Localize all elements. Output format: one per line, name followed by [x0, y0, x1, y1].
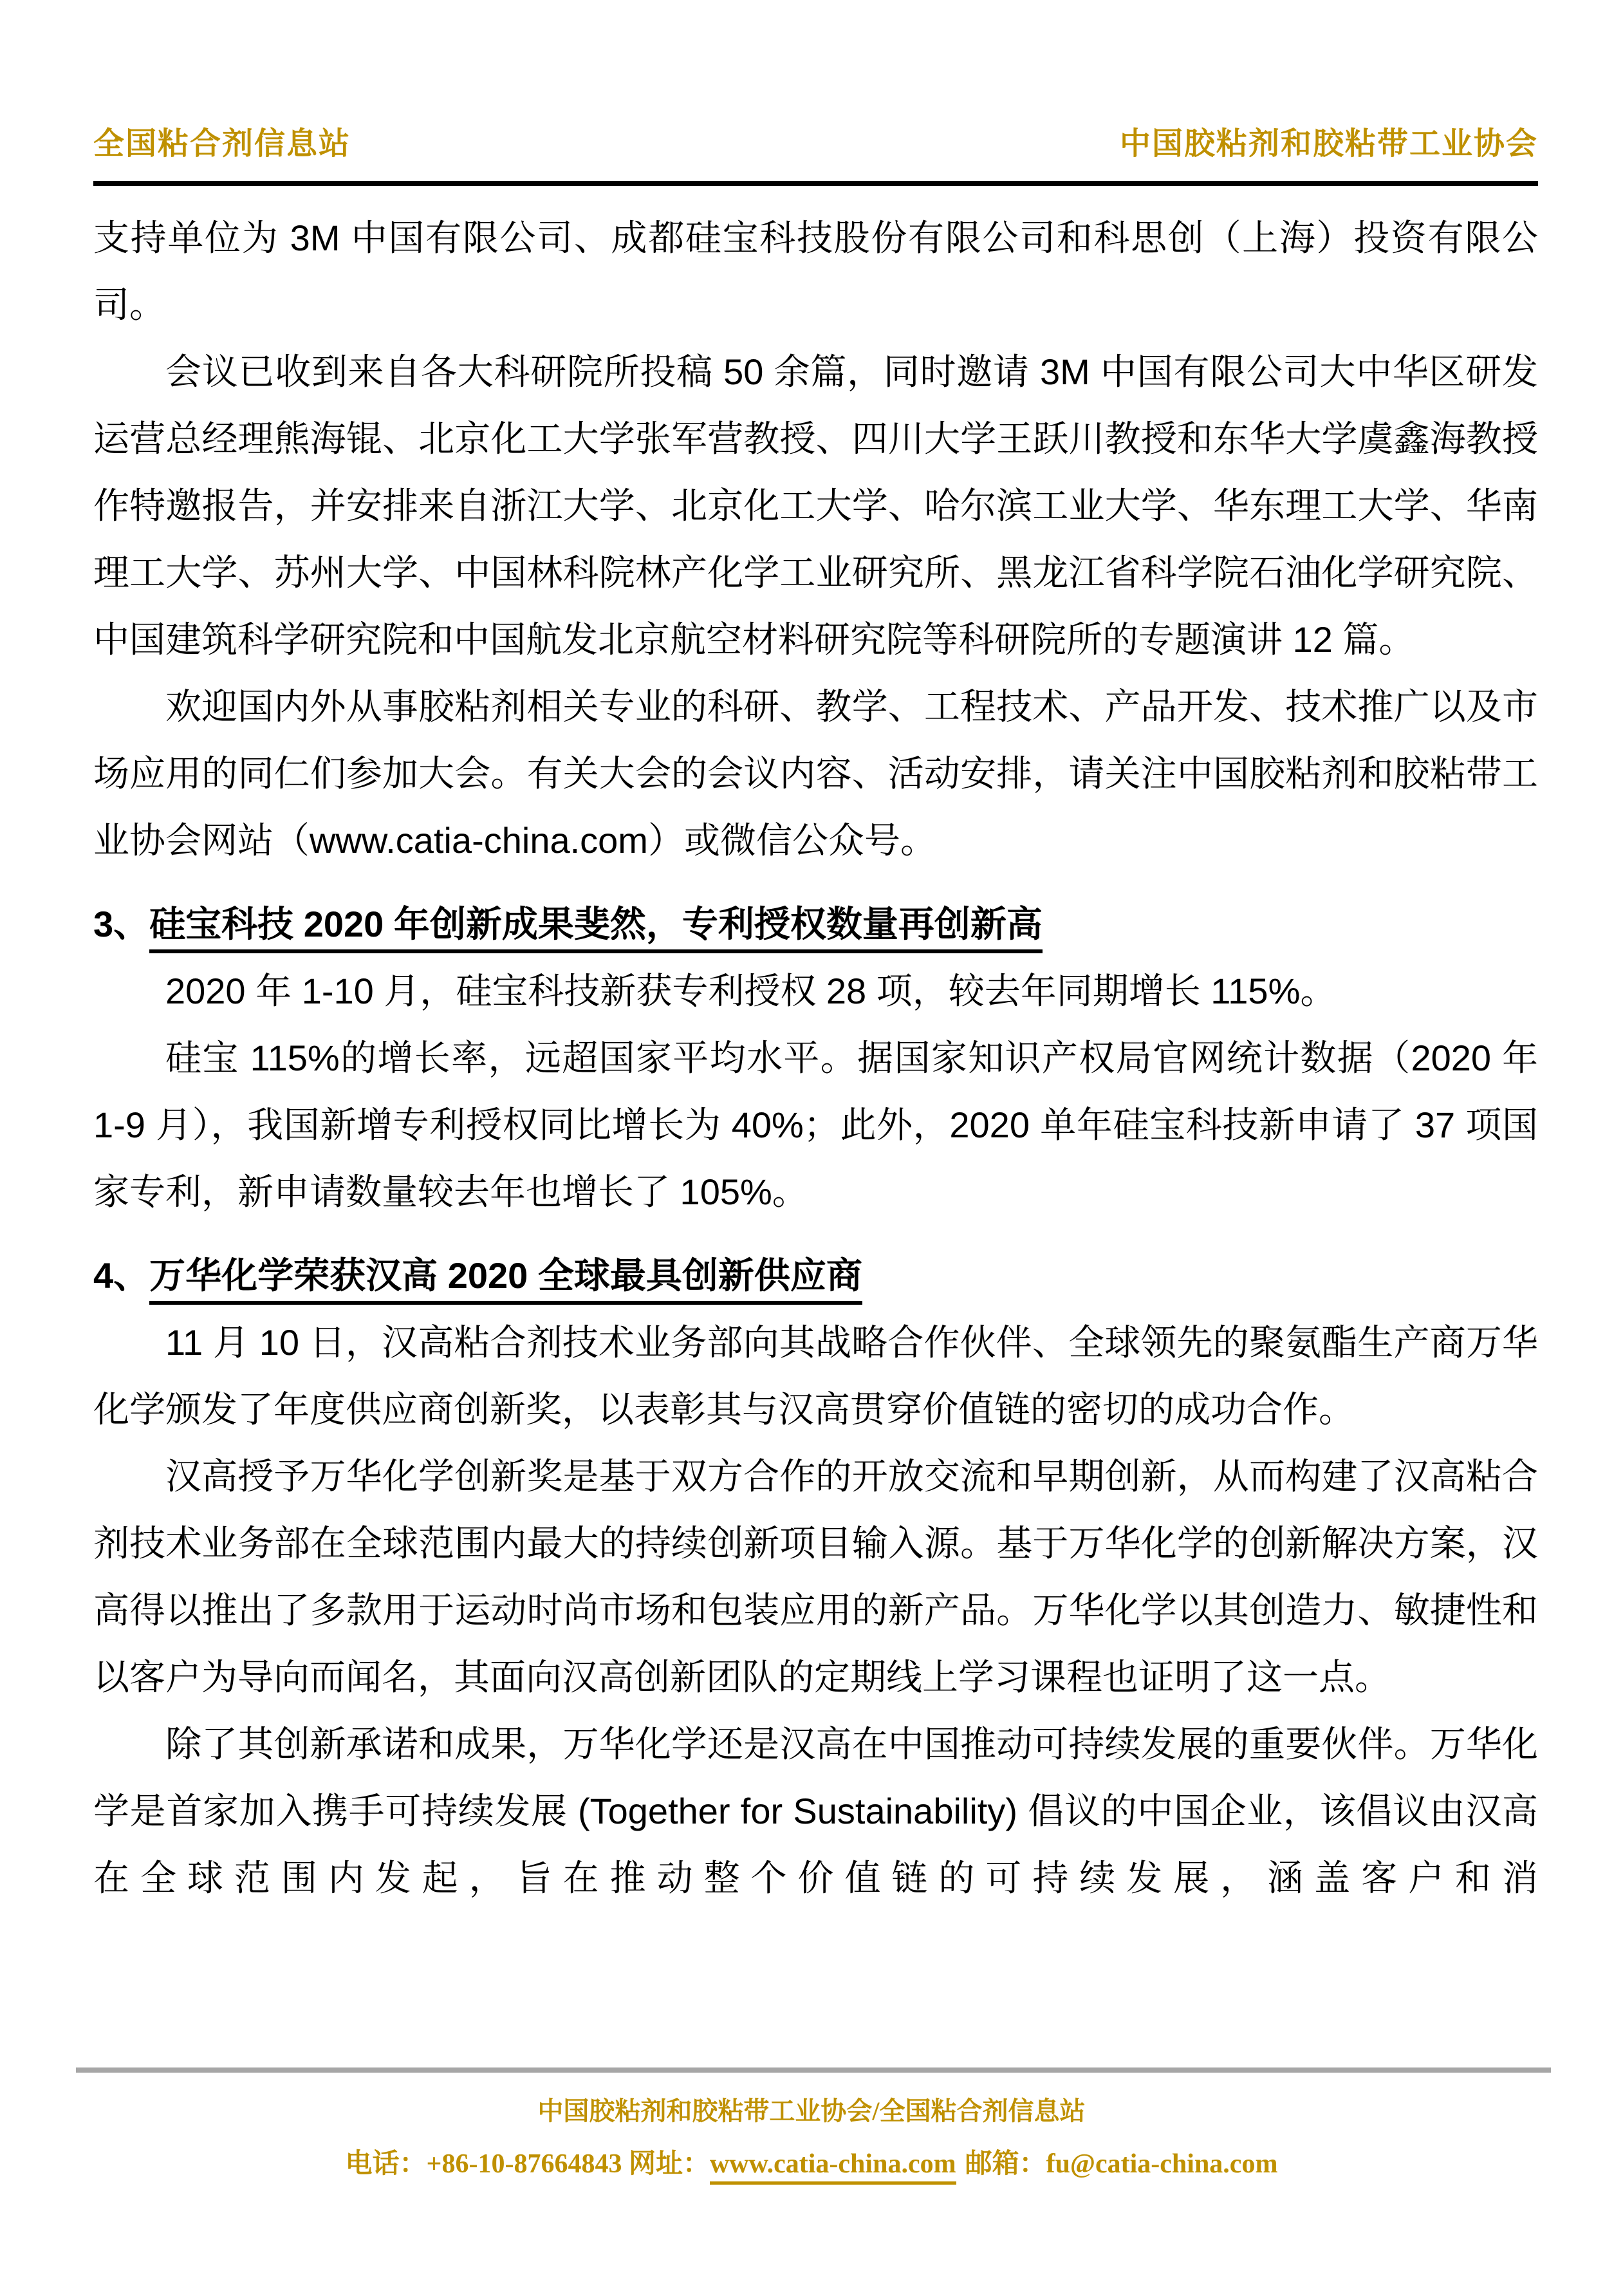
section-4-number: 4、: [93, 1255, 150, 1296]
paragraph-section4-sustainability: 除了其创新承诺和成果，万华化学还是汉高在中国推动可持续发展的重要伙伴。万华化学是首家加入携手可持续发展 (Together for Sustainability) 倡议的中国企业，该倡议由汉高在全球范围内发起，旨在推动整个价值链的可持续发展，涵盖客户和消: [93, 1724, 1538, 1898]
footer-email: 邮箱：fu@catia-china.com: [965, 2149, 1278, 2179]
footer-phone-web-label: 电话：+86-10-87664843 网址：: [345, 2149, 710, 2179]
paragraph-welcome-notice: 欢迎国内外从事胶粘剂相关专业的科研、教学、工程技术、产品开发、技术推广以及市场应用的同仁们参加大会。有关大会的会议内容、活动安排，请关注中国胶粘剂和胶粘带工业协会网站（www.catia-china.com）或微信公众号。: [93, 686, 1538, 861]
paragraph-conference-papers: 会议已收到来自各大科研院所投稿 50 余篇，同时邀请 3M 中国有限公司大中华区研发运营总经理熊海锟、北京化工大学张军营教授、四川大学王跃川教授和东华大学虞鑫海教授作特邀报告，并安排来自浙江大学、北京化工大学、哈尔滨工业大学、华东理工大学、华南理工大学、苏州大学、中国林科院林产化学工业研究所、黑龙江省科学院石油化学研究院、中国建筑科学研究院和中国航发北京航空材料研究院等科研院所的专题演讲 12 篇。: [93, 351, 1538, 660]
header-divider: [93, 181, 1538, 186]
paragraph-section3-growth: 硅宝 115%的增长率，远超国家平均水平。据国家知识产权局官网统计数据（2020 年 1-9 月），我国新增专利授权同比增长为 40%；此外，2020 单年硅宝科技新申请了 37 项国家专利，新申请数量较去年也增长了 105%。: [93, 1038, 1538, 1212]
section-3-number: 3、: [93, 904, 150, 944]
section-4-title: 万华化学荣获汉高 2020 全球最具创新供应商: [149, 1255, 862, 1305]
footer-org-line: 中国胶粘剂和胶粘带工业协会/全国粘合剂信息站: [537, 2096, 1086, 2125]
paragraph-support-units: 支持单位为 3M 中国有限公司、成都硅宝科技股份有限公司和科思创（上海）投资有限公司。: [93, 218, 1538, 325]
paragraph-section4-innovation: 汉高授予万华化学创新奖是基于双方合作的开放交流和早期创新，从而构建了汉高粘合剂技术业务部在全球范围内最大的持续创新项目输入源。基于万华化学的创新解决方案，汉高得以推出了多款用于运动时尚市场和包装应用的新产品。万华化学以其创造力、敏捷性和以客户为导向而闻名，其面向汉高创新团队的定期线上学习课程也证明了这一点。: [93, 1456, 1538, 1697]
section-4-heading: [93, 1242, 1538, 1309]
header-left-title: 全国粘合剂信息站: [93, 127, 351, 161]
header-right-title: 中国胶粘剂和胶粘带工业协会: [1119, 127, 1538, 161]
section-3-heading: [93, 891, 1538, 958]
document-body: [93, 205, 1538, 1912]
footer-divider: [76, 2067, 1551, 2073]
footer-contact-line: [0, 2142, 1623, 2181]
paragraph-section4-award: 11 月 10 日，汉高粘合剂技术业务部向其战略合作伙伴、全球领先的聚氨酯生产商万华化学颁发了年度供应商创新奖，以表彰其与汉高贯穿价值链的密切的成功合作。: [93, 1322, 1538, 1430]
footer-website-link[interactable]: www.catia-china.com: [710, 2149, 956, 2185]
paragraph-section3-patents: 2020 年 1-10 月，硅宝科技新获专利授权 28 项，较去年同期增长 115%。: [165, 971, 1337, 1011]
section-3-title: 硅宝科技 2020 年创新成果斐然，专利授权数量再创新高: [149, 904, 1043, 953]
page-header: [93, 118, 1538, 163]
